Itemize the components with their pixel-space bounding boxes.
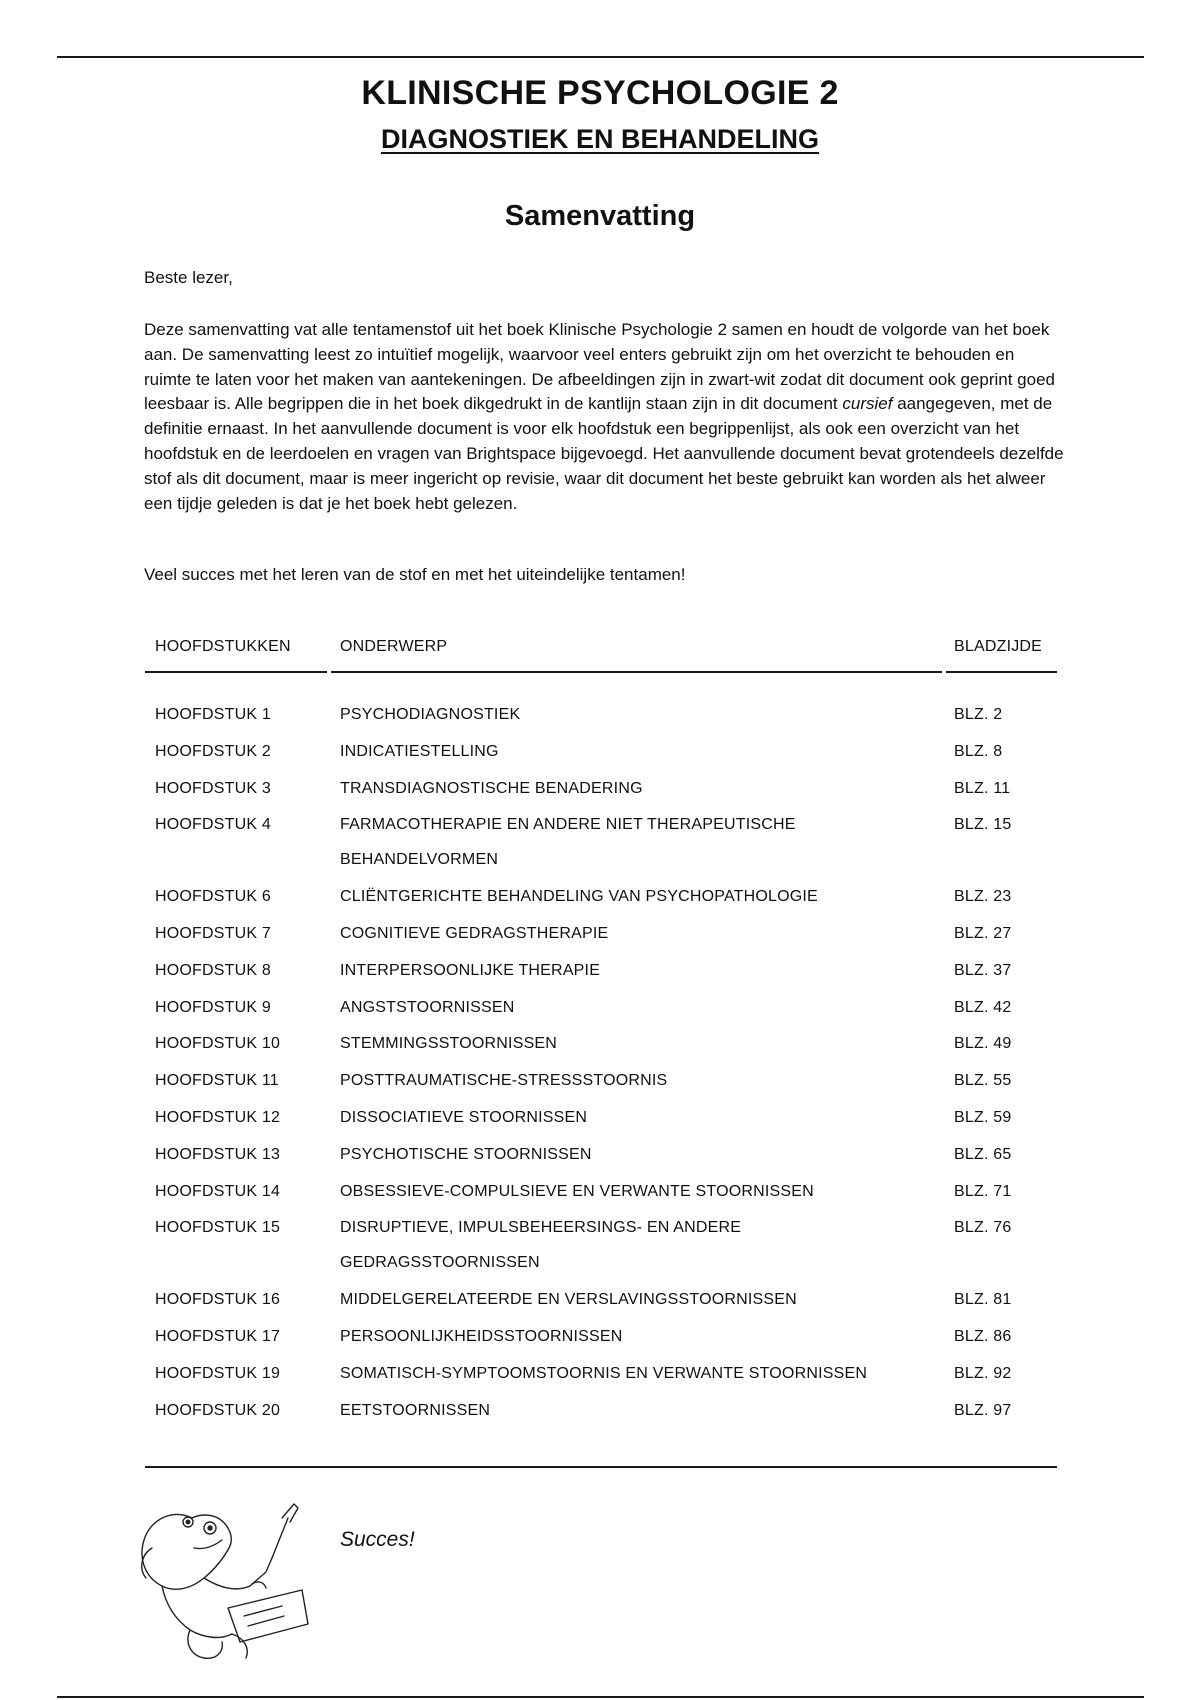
toc-page: BLZ. 71	[954, 1182, 1012, 1200]
toc-topic: DISSOCIATIEVE STOORNISSEN	[340, 1109, 588, 1126]
toc-topic: ANGSTSTOORNISSEN	[340, 998, 515, 1016]
toc-chapter: HOOFDSTUK 16	[155, 1291, 281, 1309]
toc-topic-continued: BEHANDELVORMEN	[340, 851, 499, 869]
toc-page: BLZ. 55	[954, 1072, 1012, 1090]
toc-page: BLZ. 2	[954, 706, 1003, 723]
toc-page: BLZ. 11	[954, 779, 1011, 797]
frog-writing-icon	[132, 1488, 342, 1668]
toc-topic: TRANSDIAGNOSTISCHE BENADERING	[340, 779, 643, 797]
toc-topic: FARMACOTHERAPIE EN ANDERE NIET THERAPEUTISCHE	[340, 816, 796, 834]
toc-chapter: HOOFDSTUK 14	[155, 1182, 281, 1200]
toc-chapter: HOOFDSTUK 3	[155, 779, 271, 797]
toc-topic: MIDDELGERELATEERDE EN VERSLAVINGSSTOORNISSEN	[340, 1291, 797, 1309]
toc-chapter: HOOFDSTUK 19	[155, 1364, 281, 1382]
toc-page: BLZ. 86	[954, 1328, 1012, 1345]
toc-topic: COGNITIEVE GEDRAGSTHERAPIE	[340, 925, 609, 942]
toc-page: BLZ. 23	[954, 888, 1012, 906]
toc-chapter: HOOFDSTUK 11	[155, 1072, 279, 1090]
page-subtitle: DIAGNOSTIEK EN BEHANDELING	[380, 124, 820, 154]
toc-topic: PERSOONLIJKHEIDSSTOORNISSEN	[340, 1328, 623, 1345]
succes-text: Succes!	[340, 1528, 415, 1551]
page-title: KLINISCHE PSYCHOLOGIE 2	[361, 74, 839, 112]
toc-chapter: HOOFDSTUK 12	[155, 1109, 281, 1126]
toc-topic: SOMATISCH-SYMPTOOMSTOORNIS EN VERWANTE STOORNISSEN	[340, 1364, 868, 1382]
toc-topic: CLIËNTGERICHTE BEHANDELING VAN PSYCHOPATHOLOGIE	[340, 888, 818, 906]
intro-text-start: Deze samenvatting vat alle tentamenstof uit het boek Klinische Psychologie 2 samen en houdt de volgorde van het boek aan. De samenvatting leest zo intuïtief mogelijk, waarvoor veel enters gebruikt zijn om het overzicht te behouden en ruimte te laten voor het maken van aantekeningen. De afbeeldingen zijn in zwart-wit zodat dit document ook geprint goed leesbaar is. Alle begrippen die in het boek dikgedrukt in de kantlijn staan zijn in dit document	[144, 320, 1055, 414]
toc-chapter: HOOFDSTUK 6	[155, 888, 271, 906]
toc-chapter: HOOFDSTUK 4	[155, 816, 271, 834]
intro-italic-word: cursief	[842, 394, 893, 414]
toc-bottom-rule	[145, 1466, 1057, 1468]
toc-chapter: HOOFDSTUK 8	[155, 961, 271, 979]
toc-chapter: HOOFDSTUK 9	[155, 998, 271, 1016]
toc-page: BLZ. 15	[954, 816, 1012, 834]
toc-chapter: HOOFDSTUK 7	[155, 925, 271, 942]
toc-header-topic: ONDERWERP	[340, 638, 448, 655]
toc-chapter: HOOFDSTUK 13	[155, 1145, 281, 1163]
toc-chapter: HOOFDSTUK 15	[155, 1219, 281, 1237]
toc-page: BLZ. 37	[954, 961, 1012, 979]
toc-header-chapters: HOOFDSTUKKEN	[155, 638, 291, 655]
toc-topic: DISRUPTIEVE, IMPULSBEHEERSINGS- EN ANDERE	[340, 1219, 742, 1237]
intro-text-end: aangegeven, met de definitie ernaast. In het aanvullende document is voor elk hoofdstuk een begrippenlijst, als ook een overzicht van het hoofdstuk en de leerdoelen en vragen van Brightspace bijgevoegd. Het aanvullende document bevat grotendeels dezelfde stof als dit document, maar is meer ingericht op revisie, waar dit document het beste gebruikt kan worden als het alweer een tijdje geleden is dat je het boek hebt gelezen.	[144, 394, 1064, 513]
toc-page: BLZ. 65	[954, 1145, 1012, 1163]
toc-chapter: HOOFDSTUK 17	[155, 1328, 281, 1345]
toc-topic: INDICATIESTELLING	[340, 742, 499, 760]
toc-header-page: BLADZIJDE	[954, 638, 1043, 655]
toc-chapter: HOOFDSTUK 2	[155, 742, 271, 760]
toc-header-rule	[946, 671, 1057, 673]
intro-paragraph	[144, 318, 1064, 516]
toc-page: BLZ. 92	[954, 1364, 1012, 1382]
section-heading: Samenvatting	[504, 200, 696, 232]
toc-page: BLZ. 27	[954, 925, 1012, 942]
toc-header-rule	[145, 671, 327, 673]
toc-chapter: HOOFDSTUK 1	[155, 706, 271, 723]
toc-topic-continued: GEDRAGSSTOORNISSEN	[340, 1254, 540, 1272]
toc-page: BLZ. 49	[954, 1035, 1012, 1053]
toc-topic: PSYCHODIAGNOSTIEK	[340, 706, 521, 723]
toc-topic: STEMMINGSSTOORNISSEN	[340, 1035, 558, 1053]
toc-page: BLZ. 8	[954, 742, 1003, 760]
toc-page: BLZ. 59	[954, 1109, 1012, 1126]
salutation: Beste lezer,	[144, 268, 233, 287]
closing-line: Veel succes met het leren van de stof en met het uiteindelijke tentamen!	[144, 565, 686, 584]
toc-topic: POSTTRAUMATISCHE-STRESSSTOORNIS	[340, 1072, 668, 1090]
toc-page: BLZ. 97	[954, 1401, 1012, 1419]
bottom-rule	[57, 1696, 1144, 1698]
toc-header-rule	[331, 671, 942, 673]
toc-page: BLZ. 76	[954, 1219, 1012, 1237]
toc-topic: EETSTOORNISSEN	[340, 1401, 491, 1419]
toc-page: BLZ. 42	[954, 998, 1012, 1016]
toc-topic: OBSESSIEVE-COMPULSIEVE EN VERWANTE STOORNISSEN	[340, 1182, 814, 1200]
toc-topic: PSYCHOTISCHE STOORNISSEN	[340, 1145, 592, 1163]
top-rule	[57, 56, 1144, 58]
toc-page: BLZ. 81	[954, 1291, 1012, 1309]
toc-topic: INTERPERSOONLIJKE THERAPIE	[340, 961, 601, 979]
toc-chapter: HOOFDSTUK 20	[155, 1401, 281, 1419]
toc-chapter: HOOFDSTUK 10	[155, 1035, 281, 1053]
